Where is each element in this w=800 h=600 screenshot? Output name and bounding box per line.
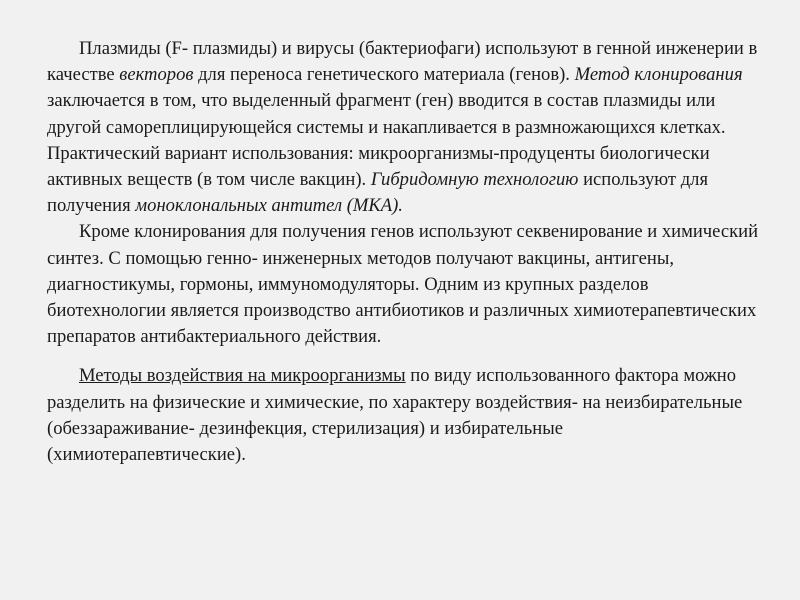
term-monoclonal-antibodies: моноклональных антител (МКА). (135, 195, 403, 217)
paragraph-vectors-cloning (47, 36, 765, 219)
text-segment: заключается в том, что выделенный фрагмент (ген) вводится в состав плазмиды или другой самореплицирующейся системы и накапливается в размножающихся клетках. Практический вариант использования: микроорганизмы-продуценты биологически активных веществ (в том числе вакцин). (47, 90, 726, 191)
text-segment: используют для получения (47, 169, 708, 217)
text-segment: Кроме клонирования для получения генов используют секвенирование и химический синтез. С помощью генно- инженерных методов получают вакцины, антигены, диагностикумы, гормоны, иммуномодуляторы. Одним из крупных разделов биотехнологии является производство антибиотиков и различных химиотерапевтических препаратов антибактериального действия. (47, 221, 759, 348)
text-segment: для переноса генетического материала (генов). (193, 64, 575, 86)
term-vectors: векторов (119, 64, 194, 86)
term-cloning-method: Метод клонирования (574, 64, 743, 86)
paragraph-impact-methods (47, 363, 765, 468)
text-segment: Плазмиды (F- плазмиды) и вирусы (бактериофаги) используют в генной инженерии в качестве (47, 38, 758, 86)
paragraph-sequencing-synthesis (47, 219, 765, 350)
heading-impact-methods: Методы воздействия на микроорганизмы (79, 365, 406, 387)
term-hybridoma-technology: Гибридомную технологию (370, 169, 579, 191)
text-segment: по виду использованного фактора можно разделить на физические и химические, по характеру воздействия- на неизбирательные (обеззараживание- дезинфекция, стерилизация) и избирательные (химиотерапевтические). (47, 365, 743, 466)
slide-content (47, 36, 765, 468)
